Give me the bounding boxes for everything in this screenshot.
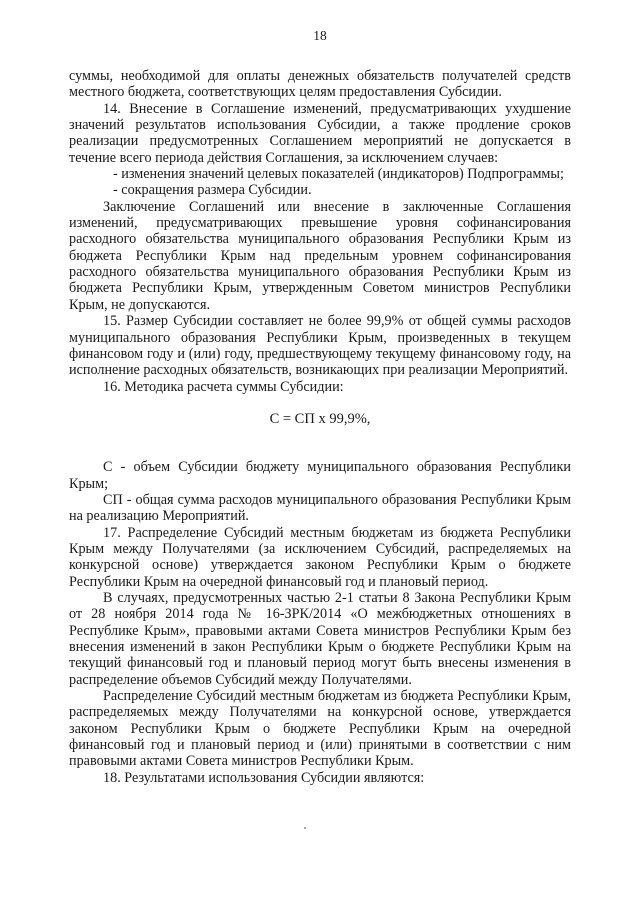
scan-speck [304, 827, 306, 829]
document-body [69, 68, 571, 786]
paragraph-item-18: 18. Результатами использования Субсидии являются: [103, 769, 425, 786]
paragraph-competitive-distribution: Распределение Субсидий местным бюджетам из бюджета Республики Крым, распределяемых между Получателями на конкурсной основе, утверждается законом Республики Крым о бюджете Республики Крым на очередной финансовый год и плановый период и (или) принятыми в соответствии с ним правовыми актами Совета министров Республики Крым. [69, 688, 571, 770]
page-number: 18 [313, 28, 327, 43]
paragraph-item-17: 17. Распределение Субсидий местным бюджетам из бюджета Республики Крым между Получателями (за исключением Субсидий, распределяемых на конкурсной основе) утверждается законом Республики Крым о бюджете Республики Крым на очередной финансовый год и плановый период. [69, 524, 571, 590]
definition-c: С - объем Субсидии бюджету муниципального образования Республики Крым; [69, 459, 571, 492]
paragraph-cofinancing: Заключение Соглашений или внесение в заключенные Соглашения изменений, предусматривающих превышение уровня софинансирования расходного обязательства муниципального образования Республики Крым из бюджета Республики Крым над предельным уровнем софинансирования расходного обязательства муниципального образования Республики Крым из бюджета Республики Крым, утвержденным Советом министров Республики Крым, не допускаются. [69, 198, 571, 313]
list-item-reduction: - сокращения размера Субсидии. [113, 182, 312, 199]
paragraph-item-15: 15. Размер Субсидии составляет не более 99,9% от общей суммы расходов муниципального образования Республики Крым, произведенных в текущем финансовом году и (или) году, предшествующему текущему финансовому году, на исполнение расходных обязательств, возникающих при реализации Мероприятий. [69, 313, 571, 379]
paragraph-continuation: суммы, необходимой для оплаты денежных обязательств получателей средств местного бюджета, соответствующих целям предоставления Субсидии. [69, 68, 571, 101]
formula: С = СП х 99,9%, [269, 410, 371, 427]
paragraph-item-14: 14. Внесение в Соглашение изменений, предусматривающих ухудшение значений результатов использования Субсидии, а также продление сроков реализации предусмотренных Соглашением мероприятий не допускается в течение всего периода действия Соглашения, за исключением случаев: [69, 100, 571, 166]
paragraph-item-16: 16. Методика расчета суммы Субсидии: [103, 378, 344, 395]
list-item-indicators: - изменения значений целевых показателей (индикаторов) Подпрограммы; [113, 166, 564, 183]
paragraph-special-cases: В случаях, предусмотренных частью 2-1 статьи 8 Закона Республики Крым от 28 ноября 2014 года № 16-ЗРК/2014 «О межбюджетных отношениях в Республике Крым», правовыми актами Совета министров Республики Крым без внесения изменений в закон Республики Крым о бюджете Республики Крым на текущий финансовый год и плановый период могут быть внесены изменения в распределение объемов Субсидий между Получателями. [69, 589, 571, 688]
definition-sp: СП - общая сумма расходов муниципального образования Республики Крым на реализацию Мероприятий. [69, 491, 571, 525]
